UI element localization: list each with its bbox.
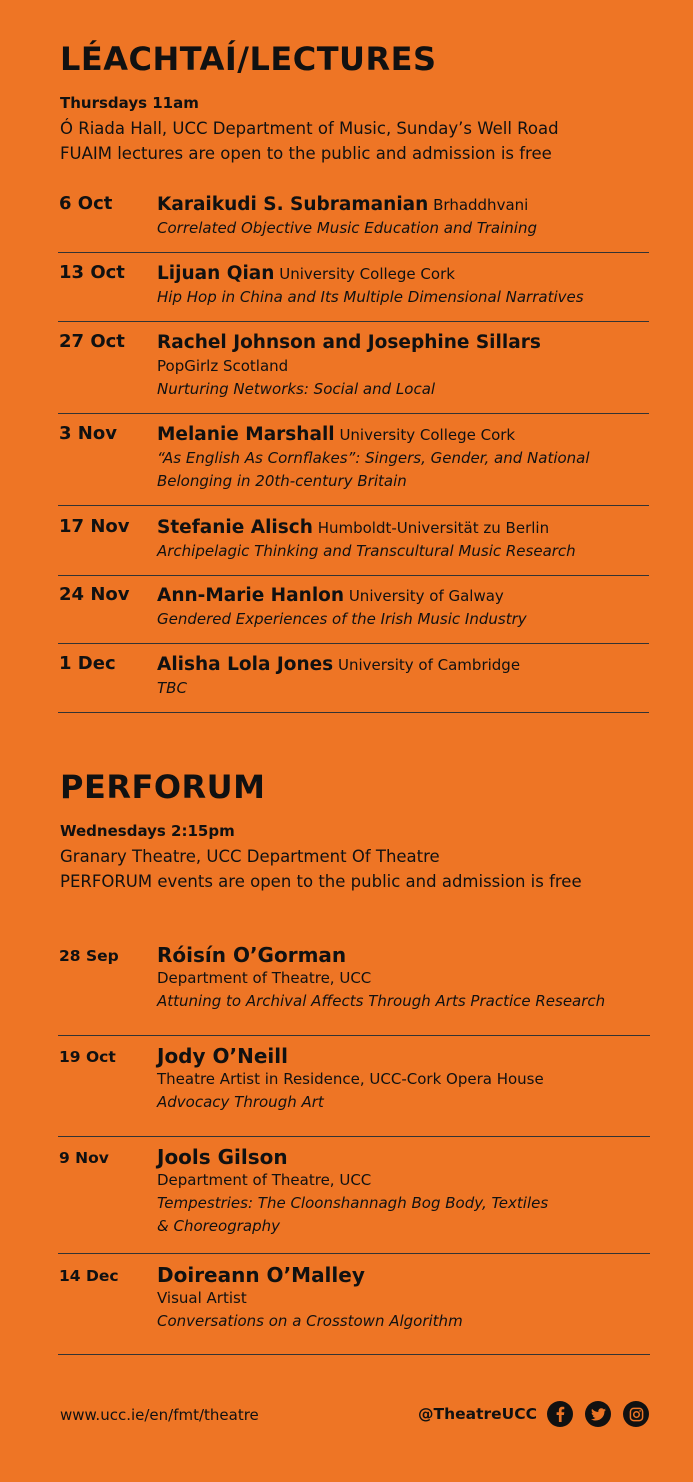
- event-topic: Archipelagic Thinking and Transcultural Music Research: [157, 542, 576, 560]
- event-name: Alisha Lola Jones: [157, 654, 334, 675]
- event-topic: Hip Hop in China and Its Multiple Dimensional Narratives: [157, 288, 584, 306]
- event-date: 24 Nov: [59, 584, 130, 605]
- perforum-event: [58, 943, 650, 1036]
- lecture-event: [58, 516, 649, 576]
- event-date: 3 Nov: [59, 423, 117, 444]
- event-affiliation: Brhaddhvani: [433, 196, 529, 214]
- event-topic: Tempestries: The Cloonshannagh Bog Body, Textiles: [157, 1194, 549, 1212]
- event-topic: & Choreography: [157, 1217, 280, 1235]
- event-topic: TBC: [157, 679, 187, 697]
- event-name: Lijuan Qian: [157, 263, 275, 284]
- lecture-event: [58, 653, 649, 713]
- event-name: Doireann O’Malley: [157, 1263, 365, 1287]
- lecture-event: [58, 331, 649, 414]
- event-topic: Conversations on a Crosstown Algorithm: [157, 1312, 463, 1330]
- event-affiliation: Department of Theatre, UCC: [157, 969, 372, 987]
- lecture-event: [58, 423, 649, 506]
- event-name: Róisín O’Gorman: [157, 943, 347, 967]
- event-affiliation: University College Cork: [279, 265, 455, 283]
- event-affiliation: University of Galway: [348, 587, 504, 605]
- event-name: Melanie Marshall: [157, 424, 335, 445]
- event-affiliation: Humboldt-Universität zu Berlin: [317, 519, 550, 537]
- event-affiliation: University of Cambridge: [337, 656, 521, 674]
- event-date: 17 Nov: [59, 516, 130, 537]
- event-name: Karaikudi S. Subramanian: [157, 194, 429, 215]
- event-date: 19 Oct: [59, 1048, 116, 1066]
- perforum-venue: Granary Theatre, UCC Department Of Theatre: [60, 847, 440, 866]
- event-date: 1 Dec: [59, 653, 116, 674]
- event-affiliation: Visual Artist: [157, 1289, 247, 1307]
- event-affiliation: University College Cork: [339, 426, 516, 444]
- social-links: [418, 1401, 649, 1427]
- event-name: Stefanie Alisch: [157, 517, 313, 538]
- event-affiliation: Theatre Artist in Residence, UCC-Cork Opera House: [157, 1070, 544, 1088]
- event-name: Jools Gilson: [157, 1145, 288, 1169]
- perforum-title: PERFORUM: [60, 768, 266, 806]
- event-topic: Attuning to Archival Affects Through Arts Practice Research: [157, 992, 606, 1010]
- perforum-event: [58, 1044, 650, 1137]
- event-date: 6 Oct: [59, 193, 113, 214]
- perforum-event: [58, 1263, 650, 1355]
- instagram-icon[interactable]: [623, 1401, 649, 1427]
- event-affiliation: PopGirlz Scotland: [157, 357, 289, 375]
- lecture-event: [58, 584, 649, 644]
- lectures-schedule: Thursdays 11am: [60, 94, 199, 112]
- lectures-note: FUAIM lectures are open to the public and admission is free: [60, 144, 552, 163]
- event-date: 13 Oct: [59, 262, 125, 283]
- perforum-schedule: Wednesdays 2:15pm: [60, 822, 235, 840]
- event-topic: Advocacy Through Art: [157, 1093, 324, 1111]
- event-name: Rachel Johnson and Josephine Sillars: [157, 332, 541, 353]
- lectures-title: LÉACHTAÍ/LECTURES: [60, 40, 437, 78]
- event-date: 14 Dec: [59, 1267, 119, 1285]
- lecture-event: [58, 193, 649, 253]
- lecture-event: [58, 262, 649, 322]
- social-handle[interactable]: @TheatreUCC: [418, 1405, 537, 1423]
- event-topic: Gendered Experiences of the Irish Music Industry: [157, 610, 527, 628]
- lectures-venue: Ó Riada Hall, UCC Department of Music, Sunday’s Well Road: [60, 119, 559, 138]
- event-name: Jody O’Neill: [157, 1044, 288, 1068]
- event-topic: Correlated Objective Music Education and Training: [157, 219, 537, 237]
- event-affiliation: Department of Theatre, UCC: [157, 1171, 372, 1189]
- facebook-icon[interactable]: [547, 1401, 573, 1427]
- event-date: 28 Sep: [59, 947, 119, 965]
- event-topic: “As English As Cornflakes”: Singers, Gender, and National: [157, 449, 590, 467]
- perforum-event: [58, 1145, 650, 1254]
- event-date: 9 Nov: [59, 1149, 109, 1167]
- twitter-icon[interactable]: [585, 1401, 611, 1427]
- event-topic: Nurturing Networks: Social and Local: [157, 380, 436, 398]
- perforum-note: PERFORUM events are open to the public and admission is free: [60, 872, 582, 891]
- event-name: Ann-Marie Hanlon: [157, 585, 345, 606]
- website-link[interactable]: www.ucc.ie/en/fmt/theatre: [60, 1406, 259, 1424]
- event-date: 27 Oct: [59, 331, 125, 352]
- event-topic: Belonging in 20th-century Britain: [157, 472, 407, 490]
